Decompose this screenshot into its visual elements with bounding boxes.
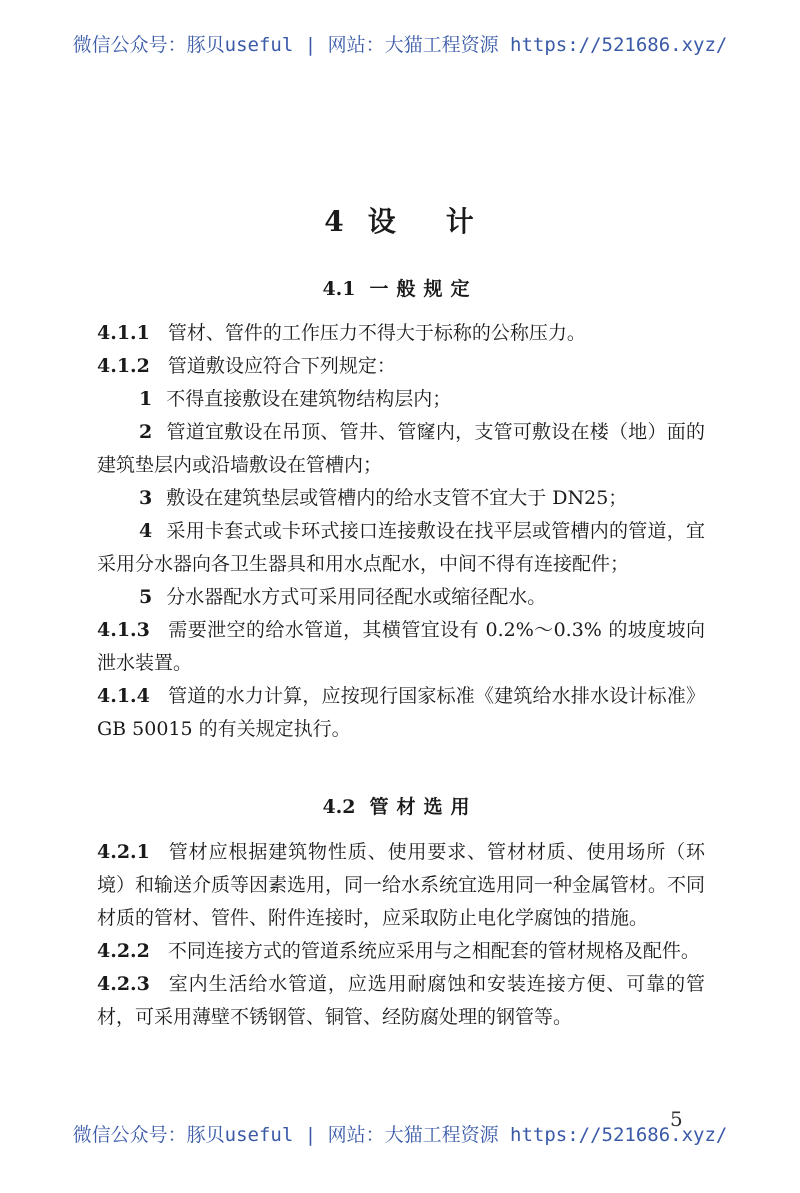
item-number: 5: [139, 586, 153, 608]
clause-text: 管材应根据建筑物性质、使用要求、管材材质、使用场所（环境）和输送介质等因素选用，同一给水系统宜选用同一种金属管材。不同材质的管材、管件、附件连接时，应采取防止电化学腐蚀的措施。: [97, 841, 706, 929]
item-text: 采用卡套式或卡环式接口连接敷设在找平层或管槽内的管道，宜采用分水器向各卫生器具和用水点配水，中间不得有连接配件；: [97, 520, 705, 575]
list-item-5: [97, 581, 705, 614]
page-number: 5: [670, 1107, 683, 1131]
clause-number: 4.1.2: [97, 355, 150, 377]
clause-4-1-2: [97, 350, 705, 383]
section-heading-4-2: [0, 792, 800, 819]
clause-number: 4.2.2: [97, 940, 150, 962]
watermark-banner-bottom: 微信公众号：豚贝useful | 网站：大猫工程资源 https://521686.xyz/: [72, 1124, 728, 1146]
item-number: 3: [139, 487, 153, 509]
clause-text: 管材、管件的工作压力不得大于标称的公称压力。: [167, 322, 586, 344]
section-title: 一般规定: [369, 278, 478, 300]
section-title: 管材选用: [369, 796, 478, 818]
section-number: 4.2: [322, 796, 356, 818]
clause-number: 4.1.4: [97, 685, 150, 707]
clause-4-2-2: [97, 935, 705, 968]
clause-text: 需要泄空的给水管道，其横管宜设有 0.2%～0.3% 的坡度坡向泄水装置。: [97, 619, 705, 674]
chapter-word-2: 计: [445, 205, 476, 238]
section-heading-4-1: [0, 274, 800, 301]
item-number: 4: [139, 520, 153, 542]
section-body-4-2: [97, 836, 705, 1034]
item-number: 2: [139, 421, 153, 443]
list-item-4: [97, 515, 705, 581]
clause-text: 管道的水力计算，应按现行国家标准《建筑给水排水设计标准》GB 50015 的有关规定执行。: [97, 685, 705, 740]
clause-text: 管道敷设应符合下列规定：: [167, 355, 396, 377]
chapter-word-1: 设: [367, 205, 398, 238]
clause-number: 4.1.1: [97, 322, 150, 344]
clause-text: 室内生活给水管道，应选用耐腐蚀和安装连接方便、可靠的管材，可采用薄壁不锈钢管、铜管、经防腐处理的钢管等。: [97, 973, 705, 1028]
item-text: 管道宜敷设在吊顶、管井、管窿内，支管可敷设在楼（地）面的建筑垫层内或沿墙敷设在管槽内；: [97, 421, 705, 476]
clause-4-1-4: [97, 680, 705, 746]
section-body-4-1: [97, 317, 705, 746]
list-item-3: [97, 482, 705, 515]
chapter-title: [0, 200, 800, 240]
clause-number: 4.1.3: [97, 619, 150, 641]
list-item-2: [97, 416, 705, 482]
list-item-1: [97, 383, 705, 416]
clause-4-2-1: [97, 836, 705, 935]
clause-4-2-3: [97, 968, 705, 1034]
section-number: 4.1: [322, 278, 356, 300]
item-text: 分水器配水方式可采用同径配水或缩径配水。: [166, 586, 547, 608]
clause-text: 不同连接方式的管道系统应采用与之相配套的管材规格及配件。: [167, 940, 700, 962]
chapter-number: 4: [324, 205, 346, 238]
item-text: 敷设在建筑垫层或管槽内的给水支管不宜大于 DN25；: [166, 487, 628, 509]
clause-4-1-1: [97, 317, 705, 350]
clause-number: 4.2.3: [97, 973, 150, 995]
clause-4-1-3: [97, 614, 705, 680]
watermark-banner-top: 微信公众号：豚贝useful | 网站：大猫工程资源 https://521686.xyz/: [72, 34, 728, 56]
item-number: 1: [139, 388, 153, 410]
item-text: 不得直接敷设在建筑物结构层内；: [166, 388, 452, 410]
clause-number: 4.2.1: [97, 841, 150, 863]
